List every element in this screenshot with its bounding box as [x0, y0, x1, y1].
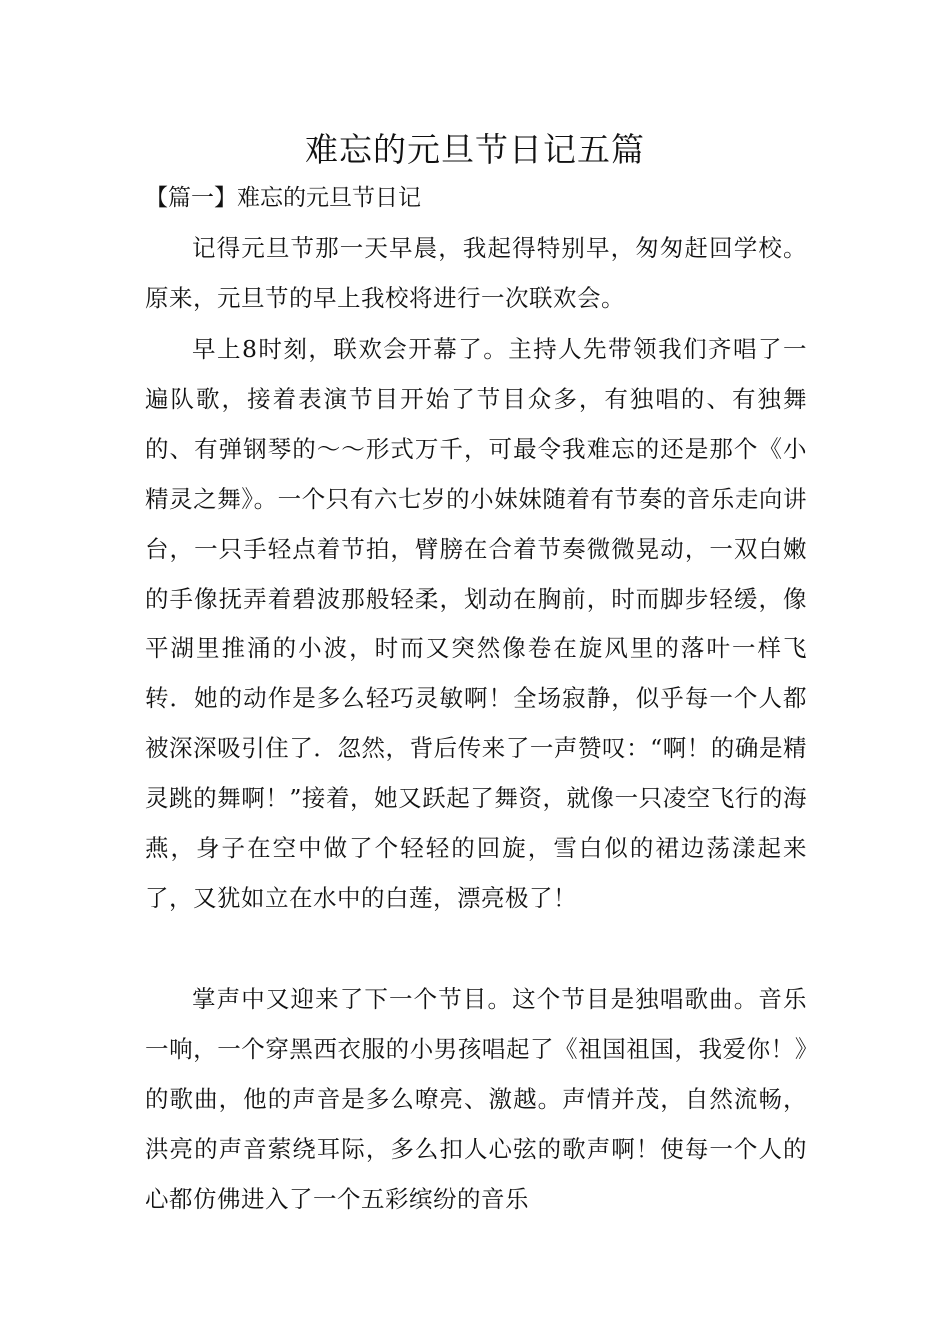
paragraph-1: 记得元旦节那一天早晨，我起得特别早，匆匆赶回学校。原来，元旦节的早上我校将进行一次联欢会。 [145, 234, 807, 312]
page-title: 难忘的元旦节日记五篇 [305, 130, 645, 169]
paragraph-2: 早上8时刻，联欢会开幕了。主持人先带领我们齐唱了一遍队歌，接着表演节目开始了节目众多，有独唱的、有独舞的、有弹钢琴的～～形式万千，可最令我难忘的还是那个《小精灵之舞》。一个只有六七岁的小妹妹随着有节奏的音乐走向讲台，一只手轻点着节拍，臂膀在合着节奏微微晃动，一双白嫩的手像抚弄着碧波那般轻柔，划动在胸前，时而脚步轻缓，像平湖里推涌的小波，时而又突然像卷在旋风里的落叶一样飞转．她的动作是多么轻巧灵敏啊！全场寂静，似乎每一个人都被深深吸引住了．忽然，背后传来了一声赞叹：“啊！的确是精灵跳的舞啊！”接着，她又跃起了舞资，就像一只凌空飞行的海燕，身子在空中做了个轻轻的回旋，雪白似的裙边荡漾起来了，又犹如立在水中的白莲，漂亮极了！ [145, 335, 807, 912]
paragraph-3: 掌声中又迎来了下一个节目。这个节目是独唱歌曲。音乐一响，一个穿黑西衣服的小男孩唱起了《祖国祖国，我爱你！》的歌曲，他的声音是多么嘹亮、激越。声情并茂，自然流畅，洪亮的声音萦绕耳际，多么扣人心弦的歌声啊！使每一个人的心都仿佛进入了一个五彩缤纷的音乐 [145, 985, 807, 1213]
section-heading: 【篇一】难忘的元旦节日记 [145, 185, 421, 211]
